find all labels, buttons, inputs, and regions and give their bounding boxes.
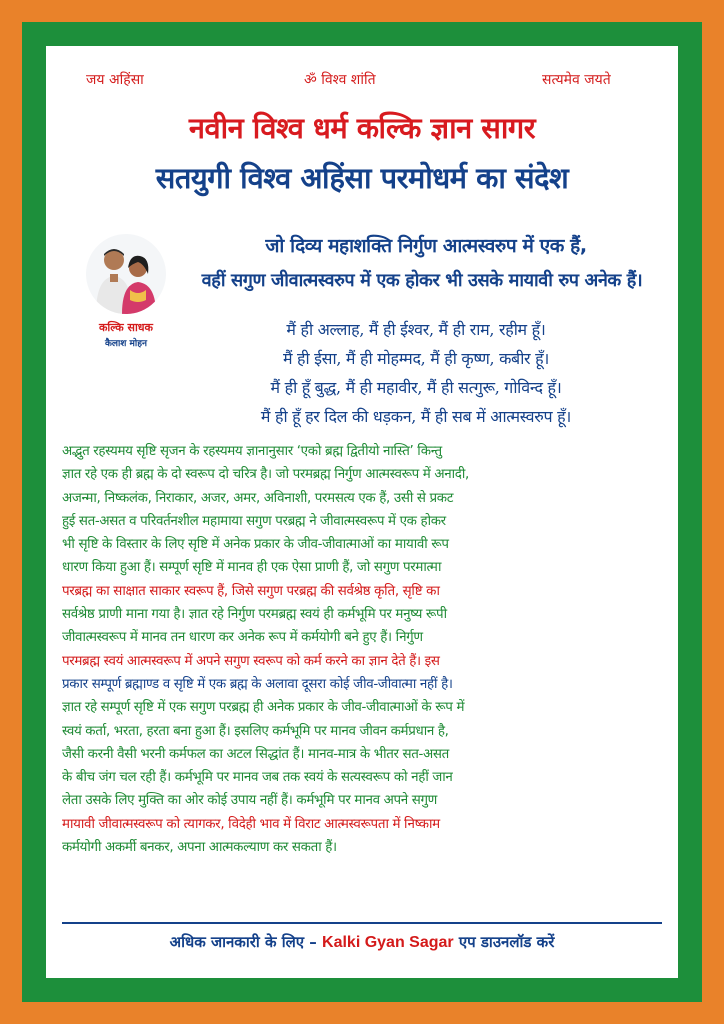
body-line: अजन्मा, निष्कलंक, निराकार, अजर, अमर, अविनाशी, परमसत्य एक हैं, उसी से प्रकट — [62, 490, 454, 506]
sadhak-name: कैलाश मोहन — [104, 339, 148, 349]
poem-line: मैं ही हूँ हर दिल की धड़कन, मैं ही सब में आत्मस्वरुप हूँ। — [260, 407, 572, 426]
intro-line-1: जो दिव्य महाशक्ति निर्गुण आत्मस्वरुप में एक हैं, — [265, 235, 587, 257]
footer-divider — [62, 922, 662, 924]
body-line: सर्वश्रेष्ठ प्राणी माना गया है। ज्ञात रहे निर्गुण परमब्रह्म स्वयं ही कर्मभूमि पर मनुष्य रूपी — [62, 607, 447, 623]
body-line: प्रकार सम्पूर्ण ब्रह्माण्ड व सृष्टि में एक ब्रह्म के अलावा दूसरा कोई जीव-जीवात्मा नहीं है। — [62, 676, 453, 692]
sub-title: सतयुगी विश्व अहिंसा परमोधर्म का संदेश — [155, 161, 569, 195]
poem-line: मैं ही हूँ बुद्ध, मैं ही महावीर, मैं ही सत्गुरू, गोविन्द हूँ। — [270, 378, 562, 397]
footer-app-name: Kalki Gyan Sagar — [322, 934, 454, 951]
motto-right: सत्यमेव जयते — [542, 72, 611, 88]
motto-center: ॐ विश्व शांति — [304, 72, 376, 88]
poem-line: मैं ही ईसा, मैं ही मोहम्मद, मैं ही कृष्ण, कबीर हूँ। — [282, 349, 550, 368]
footer-prefix: अधिक जानकारी के लिए – — [169, 933, 317, 951]
content-panel — [46, 46, 678, 978]
couple-photo-illustration — [86, 234, 166, 314]
body-line: भी सृष्टि के विस्तार के लिए सृष्टि में अनेक प्रकार के जीव-जीवात्माओं का मायावी रूप — [62, 537, 449, 553]
sadhak-photo-block — [74, 226, 166, 368]
body-line: लेता उसके लिए मुक्ति का ओर कोई उपाय नहीं हैं। कर्मभूमि पर मानव अपने सगुण — [62, 793, 437, 809]
main-title: नवीन विश्व धर्म कल्कि ज्ञान सागर — [188, 111, 536, 145]
body-line: जैसी करनी वैसी भरनी कर्मफल का अटल सिद्धांत हैं। मानव-मात्र के भीतर सत-असत — [62, 746, 449, 762]
sadhak-label: कल्कि साधक — [98, 321, 154, 334]
couple-photo — [86, 234, 166, 314]
body-paragraph — [62, 440, 666, 859]
motto-left: जय अहिंसा — [86, 72, 144, 88]
body-line: अद्भुत रहस्यमय सृष्टि सृजन के रहस्यमय ज्ञानानुसार ‘एको ब्रह्म द्वितीयो नास्ति’ किन्तु — [62, 444, 442, 459]
body-line: परमब्रह्म स्वयं आत्मस्वरूप में अपने सगुण स्वरूप को कर्म करने का ज्ञान देते हैं। इस — [62, 653, 440, 669]
body-line: धारण किया हुआ हैं। सम्पूर्ण सृष्टि में मानव ही एक ऐसा प्राणी हैं, जो सगुण परमात्मा — [62, 560, 442, 576]
footer-suffix: एप डाउनलॉड करें — [458, 933, 555, 951]
body-line: परब्रह्म का साक्षात साकार स्वरूप हैं, जिसे सगुण परब्रह्म की सर्वश्रेष्ठ कृति, सृष्टि का — [62, 583, 440, 599]
poem-line: मैं ही अल्लाह, मैं ही ईश्वर, मैं ही राम, रहीम हूँ। — [286, 320, 546, 339]
body-line: जीवात्मस्वरूप में मानव तन धारण कर अनेक रूप में कर्मयोगी बने हुए हैं। निर्गुण — [62, 630, 423, 646]
body-line: कर्मयोगी अकर्मी बनकर, अपना आत्मकल्याण कर सकता हैं। — [62, 840, 337, 856]
intro-line-2: वहीं सगुण जीवात्मस्वरुप में एक होकर भी उसके मायावी रुप अनेक हैं। — [201, 270, 643, 291]
body-line: के बीच जंग चल रही हैं। कर्मभूमि पर मानव जब तक स्वयं के सत्यस्वरूप को नहीं जान — [62, 770, 453, 786]
poem — [166, 318, 666, 434]
body-line: मायावी जीवात्मस्वरूप को त्यागकर, विदेही भाव में विराट आत्मस्वरूपता में निष्काम — [62, 816, 440, 832]
body-line: ज्ञात रहे एक ही ब्रह्म के दो स्वरूप दो चरित्र है। जो परमब्रह्म निर्गुण आत्मस्वरूप में अनादी, — [62, 467, 469, 483]
body-line: हुई सत-असत व परिवर्तनशील महामाया सगुण परब्रह्म ने जीवात्मस्वरूप में एक होकर — [62, 513, 446, 529]
body-line: ज्ञात रहे सम्पूर्ण सृष्टि में एक सगुण परब्रह्म ही अनेक प्रकार के जीव-जीवात्माओं के रूप में — [62, 700, 465, 716]
motto-row — [46, 70, 678, 94]
body-line: स्वयं कर्ता, भरता, हरता बना हुआ हैं। इसलिए कर्मभूमि पर मानव जीवन कर्मप्रधान है, — [62, 723, 449, 739]
footer — [46, 932, 678, 952]
